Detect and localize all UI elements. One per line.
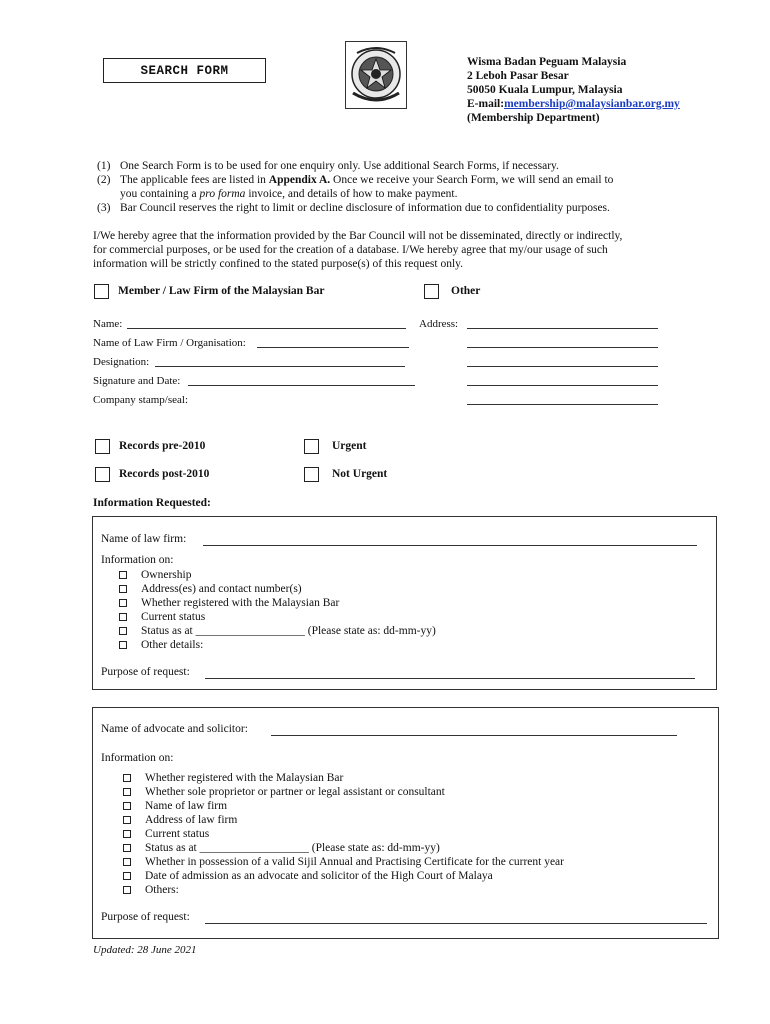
address-field-line-4[interactable]	[467, 385, 658, 386]
list-item[interactable]: Address of law firm	[97, 813, 564, 827]
checkbox-icon	[123, 830, 131, 838]
firm-purpose-field[interactable]	[205, 678, 695, 679]
member-checkbox[interactable]	[94, 284, 109, 299]
instruction-item: (2) The applicable fees are listed in Appendix A. Once we receive your Search Form, we will send an email to you containing a pro forma invoice, and details of how to make payment.	[97, 174, 614, 200]
advocate-purpose-field[interactable]	[205, 923, 707, 924]
advocate-name-field[interactable]	[271, 735, 677, 736]
list-item[interactable]: Name of law firm	[97, 799, 564, 813]
other-checkbox[interactable]	[424, 284, 439, 299]
checkbox-icon	[123, 774, 131, 782]
advocate-info-list	[97, 771, 564, 897]
checkbox-icon	[119, 627, 127, 635]
checkbox-icon	[123, 788, 131, 796]
checkbox-icon	[123, 886, 131, 894]
list-item[interactable]: Whether sole proprietor or partner or legal assistant or consultant	[97, 785, 564, 799]
list-item[interactable]: Status as at ___________________ (Please state as: dd-mm-yy)	[97, 841, 564, 855]
firm-field[interactable]	[257, 347, 409, 348]
law-firm-section	[92, 516, 717, 690]
instructions-list	[97, 159, 687, 215]
other-label: Other	[451, 285, 481, 297]
instruction-item: (3) Bar Council reserves the right to limit or decline disclosure of information due to confidentiality purposes.	[97, 202, 610, 214]
designation-field[interactable]	[155, 366, 405, 367]
office-address	[467, 55, 680, 125]
address-field-line-1[interactable]	[467, 328, 658, 329]
address-field-line-5[interactable]	[467, 404, 658, 405]
advocate-info-on-label: Information on:	[101, 752, 174, 764]
list-item[interactable]: Address(es) and contact number(s)	[93, 582, 436, 596]
advocate-purpose-label: Purpose of request:	[101, 911, 190, 923]
advocate-section	[92, 707, 719, 939]
email-label: E-mail:	[467, 98, 505, 110]
advocate-name-label: Name of advocate and solicitor:	[101, 723, 248, 735]
firm-purpose-label: Purpose of request:	[101, 666, 190, 678]
not-urgent-label: Not Urgent	[332, 468, 388, 480]
updated-date: Updated: 28 June 2021	[93, 944, 197, 956]
pre-2010-checkbox[interactable]	[95, 439, 110, 454]
checkbox-icon	[119, 585, 127, 593]
checkbox-icon	[123, 872, 131, 880]
designation-label: Designation:	[93, 356, 150, 368]
pre-2010-label: Records pre-2010	[119, 440, 206, 452]
list-item[interactable]: Date of admission as an advocate and solicitor of the High Court of Malaya	[97, 869, 564, 883]
checkbox-icon	[119, 641, 127, 649]
checkbox-icon	[123, 858, 131, 866]
name-field[interactable]	[127, 328, 406, 329]
signature-label: Signature and Date:	[93, 375, 181, 387]
member-label: Member / Law Firm of the Malaysian Bar	[118, 285, 325, 297]
checkbox-icon	[123, 802, 131, 810]
stamp-label: Company stamp/seal:	[93, 394, 189, 406]
firm-info-list	[93, 568, 436, 652]
firm-label: Name of Law Firm / Organisation:	[93, 337, 246, 349]
list-item[interactable]: Other details:	[93, 638, 436, 652]
address-field-line-3[interactable]	[467, 366, 658, 367]
bar-council-crest-logo	[345, 41, 407, 109]
list-item[interactable]: Whether in possession of a valid Sijil Annual and Practising Certificate for the current year	[97, 855, 564, 869]
address-field-line-2[interactable]	[467, 347, 658, 348]
list-item[interactable]: Current status	[93, 610, 436, 624]
address-department: (Membership Department)	[467, 112, 600, 124]
checkbox-icon	[119, 613, 127, 621]
email-link[interactable]: membership@malaysianbar.org.my	[504, 98, 680, 110]
list-item[interactable]: Status as at ___________________ (Please state as: dd-mm-yy)	[93, 624, 436, 638]
instruction-item: (1) One Search Form is to be used for one enquiry only. Use additional Search Forms, if necessary.	[97, 160, 559, 172]
checkbox-icon	[119, 599, 127, 607]
not-urgent-checkbox[interactable]	[304, 467, 319, 482]
urgent-checkbox[interactable]	[304, 439, 319, 454]
list-item[interactable]: Whether registered with the Malaysian Bar	[97, 771, 564, 785]
information-requested-heading: Information Requested:	[93, 497, 211, 509]
list-item[interactable]: Ownership	[93, 568, 436, 582]
post-2010-checkbox[interactable]	[95, 467, 110, 482]
checkbox-icon	[123, 816, 131, 824]
list-item[interactable]: Whether registered with the Malaysian Bar	[93, 596, 436, 610]
address-line-1: Wisma Badan Peguam Malaysia	[467, 56, 627, 68]
list-item[interactable]: Others:	[97, 883, 564, 897]
signature-field[interactable]	[188, 385, 415, 386]
checkbox-icon	[119, 571, 127, 579]
post-2010-label: Records post-2010	[119, 468, 210, 480]
address-email-row	[467, 97, 680, 111]
address-label: Address:	[419, 318, 459, 330]
name-label: Name:	[93, 318, 123, 330]
list-item[interactable]: Current status	[97, 827, 564, 841]
firm-info-on-label: Information on:	[101, 554, 174, 566]
form-title: SEARCH FORM	[103, 58, 266, 83]
address-line-2: 2 Leboh Pasar Besar	[467, 70, 569, 82]
agreement-text: I/We hereby agree that the information provided by the Bar Council will not be disseminated, directly or indirectly, for commercial purposes, or be used for the creation of a database. I/We hereby agree that my/our usage of such information will be strictly confined to the stated purpose(s) of this request only.	[93, 230, 623, 270]
address-line-3: 50050 Kuala Lumpur, Malaysia	[467, 84, 623, 96]
urgent-label: Urgent	[332, 440, 367, 452]
firm-name-field[interactable]	[203, 545, 697, 546]
firm-name-label: Name of law firm:	[101, 533, 187, 545]
checkbox-icon	[123, 844, 131, 852]
